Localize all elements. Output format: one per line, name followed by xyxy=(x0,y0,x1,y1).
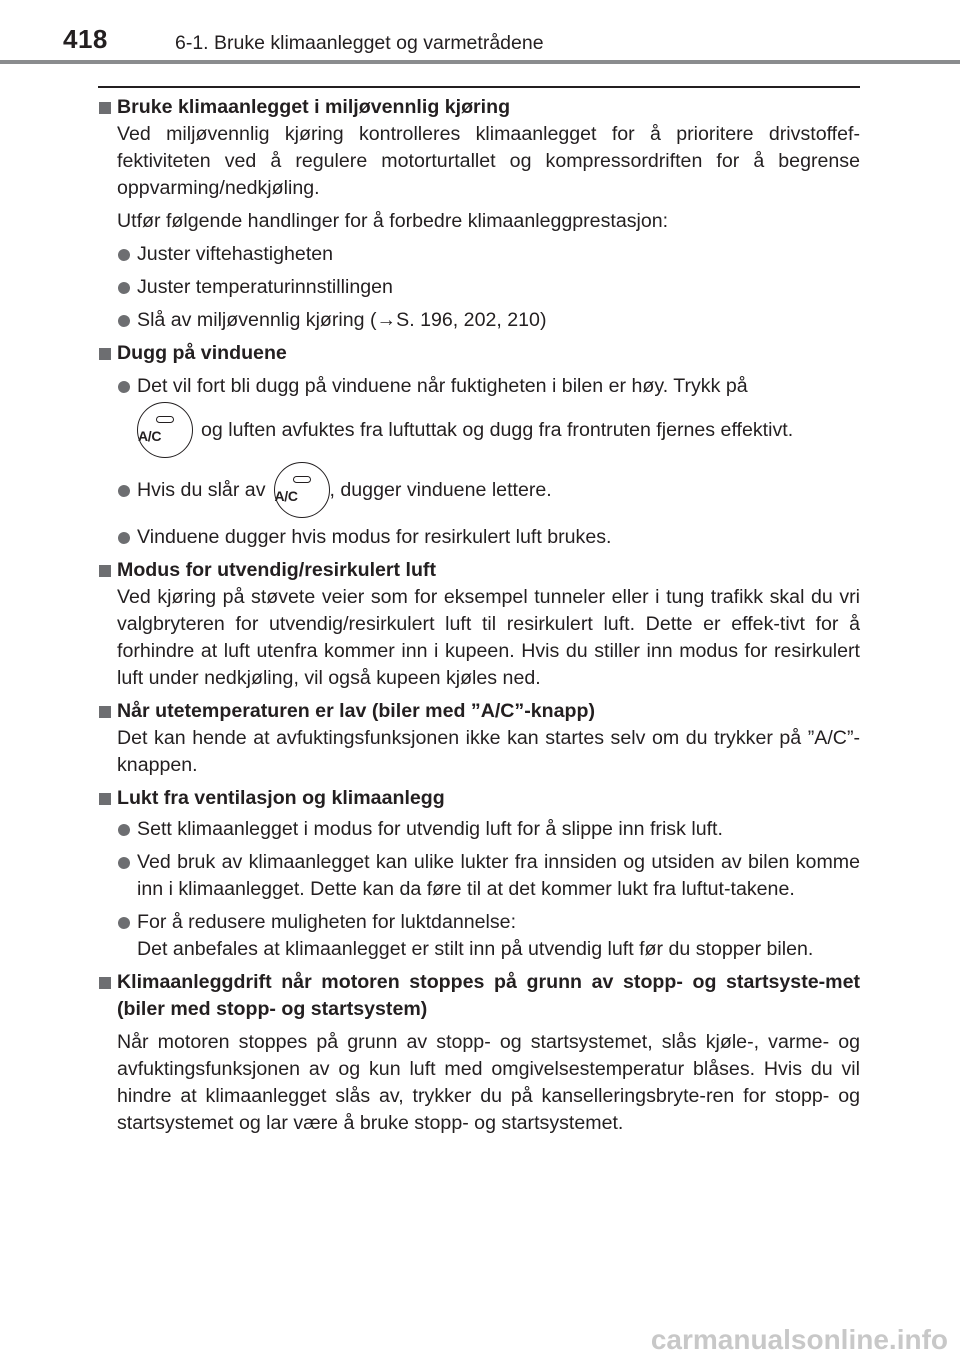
fog-bullet-2-text-b: , dugger vinduene lettere. xyxy=(329,478,552,501)
ac-icon-label: A/C xyxy=(274,488,298,504)
eco-bullet-3 xyxy=(98,307,860,334)
ac-button-icon xyxy=(274,462,330,518)
heading-low-temp-text: Når utetemperaturen er lav (biler med ”A/C”-knapp) xyxy=(117,700,595,722)
eco-bullet-1 xyxy=(98,241,860,268)
fog-bullet-2-text-a: Hvis du slår av xyxy=(137,478,266,501)
round-bullet-icon xyxy=(118,857,130,869)
fog-bullet-2 xyxy=(98,462,860,518)
round-bullet-icon xyxy=(118,315,130,327)
round-bullet-icon xyxy=(118,282,130,294)
heading-air-mode xyxy=(98,557,860,584)
smell-bullet-3-text-b: Det anbefales at klimaanlegget er stilt inn på utvendig luft før du stopper bilen. xyxy=(137,938,814,960)
heading-smell-text: Lukt fra ventilasjon og klimaanlegg xyxy=(117,787,445,809)
fog-bullet-3 xyxy=(98,524,860,551)
watermark: carmanualsonline.info xyxy=(650,1324,948,1355)
smell-bullet-1 xyxy=(98,816,860,843)
square-bullet-icon xyxy=(99,793,111,805)
smell-bullet-2 xyxy=(98,849,860,903)
section-title: 6-1. Bruke klimaanlegget og varmetrådene xyxy=(175,32,544,54)
eco-bullet-2-text: Juster temperaturinnstillingen xyxy=(137,276,393,298)
heading-fog-text: Dugg på vinduene xyxy=(117,342,287,364)
page-content xyxy=(98,94,860,1137)
heading-stop-start-text: Klimaanleggdrift når motoren stoppes på grunn av stopp- og startsyste-met (biler med stopp- og startsystem) xyxy=(117,971,860,1020)
round-bullet-icon xyxy=(118,381,130,393)
heading-smell xyxy=(98,785,860,812)
round-bullet-icon xyxy=(118,485,130,497)
round-bullet-icon xyxy=(118,824,130,836)
eco-bullet-3-text: Slå av miljøvennlig kjøring (→S. 196, 202, 210) xyxy=(137,309,547,331)
eco-bullet-1-text: Juster viftehastigheten xyxy=(137,243,334,265)
square-bullet-icon xyxy=(99,977,111,989)
air-mode-paragraph: Ved kjøring på støvete veier som for eksempel tunneler eller i tung trafikk skal du vri valgbryteren for utvendig/resirkulert luft til resirkulert luft. Dette er effek-tivt for å forhindre at luft utenfra kommer inn i kupeen. Hvis du stiller inn modus for resirkulert luft under nedkjøling, vil også kupeen kjøles ned. xyxy=(117,586,860,689)
heading-low-temp xyxy=(98,698,860,725)
round-bullet-icon xyxy=(118,249,130,261)
fog-bullet-1-text-b: og luften avfuktes fra luftuttak og dugg fra frontruten fjernes effektivt. xyxy=(201,418,794,441)
header-rule xyxy=(0,60,960,64)
ac-indicator-icon xyxy=(156,416,174,423)
heading-air-mode-text: Modus for utvendig/resirkulert luft xyxy=(117,559,436,581)
ac-icon-label: A/C xyxy=(138,428,162,444)
round-bullet-icon xyxy=(118,532,130,544)
square-bullet-icon xyxy=(99,565,111,577)
fog-bullet-1-text-a: Det vil fort bli dugg på vinduene når fuktigheten i bilen er høy. Trykk på xyxy=(137,375,748,397)
page-header xyxy=(0,0,960,64)
square-bullet-icon xyxy=(99,102,111,114)
low-temp-paragraph: Det kan hende at avfuktingsfunksjonen ikke kan startes selv om du trykker på ”A/C”-knappen. xyxy=(117,727,860,776)
stop-start-paragraph: Når motoren stoppes på grunn av stopp- og startsystemet, slås kjøle-, varme- og avfuktingsfunksjonen av og kun luft med omgivelsestemperatur blåses. Hvis du vil hindre at klimaanlegget slås av, trykker du på kanselleringsbryte-ren for stopp- og startsystemet og lar være å bruke stopp- og startsystemet. xyxy=(117,1031,860,1134)
heading-eco xyxy=(98,94,860,121)
smell-bullet-2-text: Ved bruk av klimaanlegget kan ulike lukter fra innsiden og utsiden av bilen komme inn i klimaanlegget. Dette kan da føre til at det kommer lukt fra luftut-takene. xyxy=(137,851,860,900)
ac-indicator-icon xyxy=(293,476,311,483)
smell-bullet-3 xyxy=(98,909,860,963)
eco-paragraph-2: Utfør følgende handlinger for å forbedre klimaanleggprestasjon: xyxy=(117,210,669,232)
ac-button-icon xyxy=(137,402,193,458)
smell-bullet-1-text: Sett klimaanlegget i modus for utvendig luft for å slippe inn frisk luft. xyxy=(137,818,723,840)
fog-bullet-2-line xyxy=(137,462,860,518)
page-number: 418 xyxy=(63,24,108,54)
eco-paragraph-1: Ved miljøvennlig kjøring kontrolleres klimaanlegget for å prioritere drivstoffef-fektiviteten ved å regulere motorturtallet og kompressordriften for å begrense oppvarming/nedkjøling. xyxy=(117,123,860,199)
content-top-rule xyxy=(98,86,860,88)
square-bullet-icon xyxy=(99,706,111,718)
fog-bullet-3-text: Vinduene dugger hvis modus for resirkulert luft brukes. xyxy=(137,526,612,548)
round-bullet-icon xyxy=(118,917,130,929)
square-bullet-icon xyxy=(99,348,111,360)
fog-bullet-1-line xyxy=(137,402,860,458)
heading-eco-text: Bruke klimaanlegget i miljøvennlig kjøring xyxy=(117,96,511,118)
smell-bullet-3-text-a: For å redusere muligheten for luktdannelse: xyxy=(137,911,517,933)
heading-stop-start xyxy=(98,969,860,1023)
fog-bullet-1 xyxy=(98,373,860,458)
heading-fog xyxy=(98,340,860,367)
eco-bullet-2 xyxy=(98,274,860,301)
